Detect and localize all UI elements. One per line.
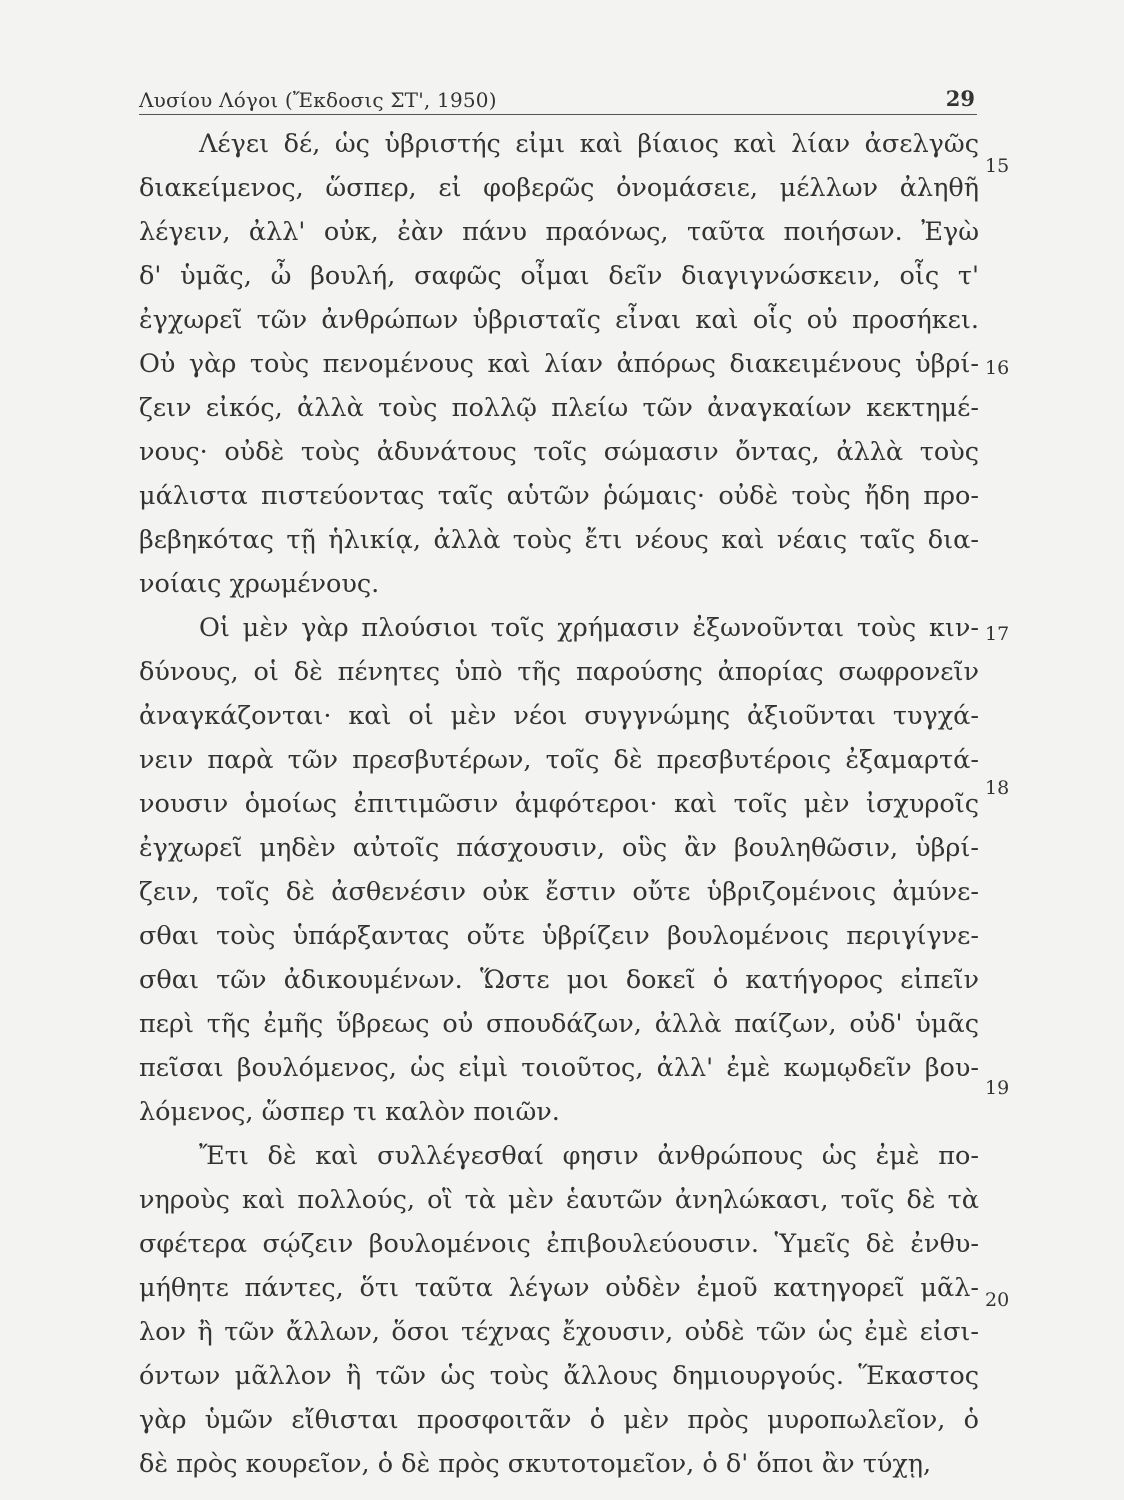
text-line: νους· οὐδὲ τοὺς ἀδυνάτους τοῖς σώμασιν ὄντας, ἀλλὰ τοὺς <box>139 437 979 467</box>
text-line: μήθητε πάντες, ὅτι ταῦτα λέγων οὐδὲν ἐμοῦ κατηγορεῖ μᾶλ- <box>139 1273 979 1303</box>
text-line: νειν παρὰ τῶν πρεσβυτέρων, τοῖς δὲ πρεσβυτέροις ἐξαμαρτά- <box>139 745 979 775</box>
text-line: βεβηκότας τῇ ἡλικίᾳ, ἀλλὰ τοὺς ἔτι νέους καὶ νέαις ταῖς δια- <box>139 525 979 555</box>
text-line: ἀναγκάζονται· καὶ οἱ μὲν νέοι συγγνώμης ἀξιοῦνται τυγχά- <box>139 701 979 731</box>
text-line: λόμενος, ὥσπερ τι καλὸν ποιῶν. <box>139 1097 560 1127</box>
text-line: Οὐ γὰρ τοὺς πενομένους καὶ λίαν ἀπόρως διακειμένους ὑβρί- <box>139 349 979 379</box>
section-number: 20 <box>985 1289 1010 1311</box>
text-line: Οἱ μὲν γὰρ πλούσιοι τοῖς χρήμασιν ἐξωνοῦνται τοὺς κιν- <box>199 613 979 643</box>
text-line: Λέγει δέ, ὡς ὑβριστής εἰμι καὶ βίαιος καὶ λίαν ἀσελγῶς <box>199 129 979 159</box>
text-line: όντων μᾶλλον ἢ τῶν ὡς τοὺς ἄλλους δημιουργούς. Ἕκαστος <box>139 1361 979 1391</box>
text-line: λον ἢ τῶν ἄλλων, ὅσοι τέχνας ἔχουσιν, οὐδὲ τῶν ὡς ἐμὲ εἰσι- <box>139 1317 979 1347</box>
text-line: δύνους, οἱ δὲ πένητες ὑπὸ τῆς παρούσης ἀπορίας σωφρονεῖν <box>139 657 979 687</box>
text-line: ἐγχωρεῖ μηδὲν αὐτοῖς πάσχουσιν, οὓς ἂν βουληθῶσιν, ὑβρί- <box>139 833 979 863</box>
text-line: δ' ὑμᾶς, ὦ βουλή, σαφῶς οἶμαι δεῖν διαγιγνώσκειν, οἷς τ' <box>139 261 979 291</box>
text-line: λέγειν, ἀλλ' οὐκ, ἐὰν πάνυ πραόνως, ταῦτα ποιήσων. Ἐγὼ <box>139 217 979 247</box>
text-line: σθαι τοὺς ὑπάρξαντας οὔτε ὑβρίζειν βουλομένοις περιγίγνε- <box>139 921 979 951</box>
section-number: 15 <box>985 155 1010 177</box>
text-line: ζειν, τοῖς δὲ ἀσθενέσιν οὐκ ἔστιν οὔτε ὑβριζομένοις ἀμύνε- <box>139 877 979 907</box>
section-number: 16 <box>985 357 1010 379</box>
text-line: σφέτερα σῴζειν βουλομένοις ἐπιβουλεύουσιν. Ὑμεῖς δὲ ἐνθυ- <box>139 1229 979 1259</box>
page-number: 29 <box>945 86 975 111</box>
running-title: Λυσίου Λόγοι (Ἔκδοσις ΣΤ', 1950) <box>139 88 497 112</box>
text-line: ζειν εἰκός, ἀλλὰ τοὺς πολλῷ πλείω τῶν ἀναγκαίων κεκτημέ- <box>139 393 979 423</box>
text-line: περὶ τῆς ἐμῆς ὕβρεως οὐ σπουδάζων, ἀλλὰ παίζων, οὐδ' ὑμᾶς <box>139 1009 979 1039</box>
text-line: νουσιν ὁμοίως ἐπιτιμῶσιν ἀμφότεροι· καὶ τοῖς μὲν ἰσχυροῖς <box>139 789 979 819</box>
text-line: πεῖσαι βουλόμενος, ὡς εἰμὶ τοιοῦτος, ἀλλ' ἐμὲ κωμῳδεῖν βου- <box>139 1053 979 1083</box>
text-line: Ἔτι δὲ καὶ συλλέγεσθαί φησιν ἀνθρώπους ὡς ἐμὲ πο- <box>199 1141 979 1171</box>
running-header <box>139 84 977 115</box>
text-line: γὰρ ὑμῶν εἴθισται προσφοιτᾶν ὁ μὲν πρὸς μυροπωλεῖον, ὁ <box>139 1405 979 1435</box>
text-line: ἐγχωρεῖ τῶν ἀνθρώπων ὑβρισταῖς εἶναι καὶ οἷς οὐ προσήκει. <box>139 305 979 335</box>
section-number: 17 <box>985 623 1010 645</box>
section-number: 18 <box>985 777 1010 799</box>
body-text <box>139 122 979 1486</box>
text-line: δὲ πρὸς κουρεῖον, ὁ δὲ πρὸς σκυτοτομεῖον, ὁ δ' ὅποι ἂν τύχῃ, <box>139 1449 932 1479</box>
text-line: διακείμενος, ὥσπερ, εἰ φοβερῶς ὀνομάσειε, μέλλων ἀληθῆ <box>139 173 979 203</box>
text-line: νηροὺς καὶ πολλούς, οἳ τὰ μὲν ἑαυτῶν ἀνηλώκασι, τοῖς δὲ τὰ <box>139 1185 979 1215</box>
text-line: σθαι τῶν ἀδικουμένων. Ὥστε μοι δοκεῖ ὁ κατήγορος εἰπεῖν <box>139 965 979 995</box>
text-line: μάλιστα πιστεύοντας ταῖς αὑτῶν ῥώμαις· οὐδὲ τοὺς ἤδη προ- <box>139 481 979 511</box>
text-line: νοίαις χρωμένους. <box>139 569 380 599</box>
section-number: 19 <box>985 1077 1010 1099</box>
